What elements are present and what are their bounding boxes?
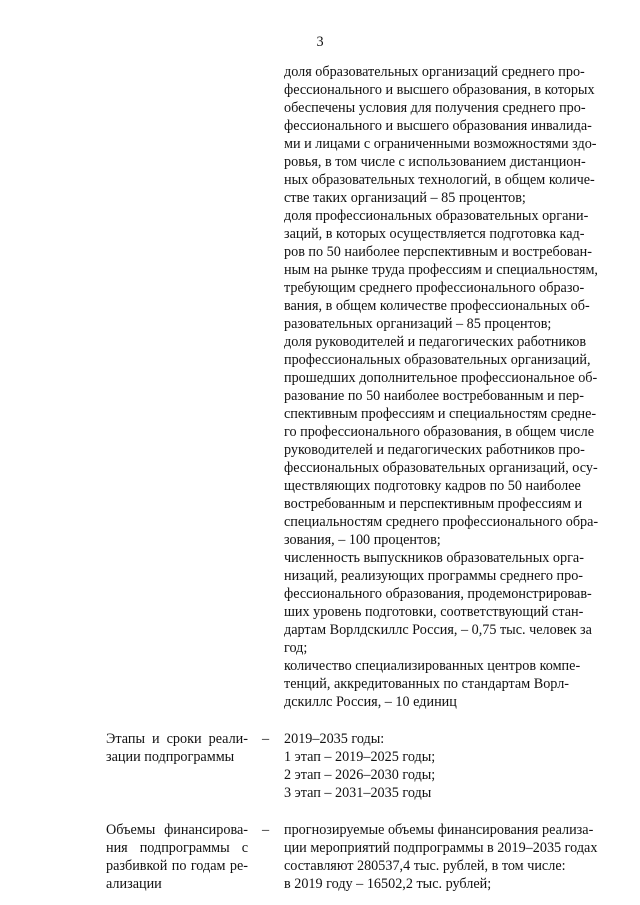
text-line: специальностям среднего профессионального обра- (284, 514, 599, 530)
text-line: ров по 50 наиболее перспективным и востребован- (284, 244, 592, 260)
text-line: дартам Ворлдскиллс Россия, – 0,75 тыс. человек за (284, 622, 592, 638)
text-line: фессионального и высшего образования инвалида- (284, 118, 592, 134)
text-line: разование по 50 наиболее востребованным и пер- (284, 388, 584, 404)
text-line: прошедших дополнительное профессиональное об- (284, 370, 598, 386)
text-line: Объемы финансирова- (106, 822, 248, 838)
text-line: 1 этап – 2019–2025 годы; (284, 749, 436, 765)
page-number: 3 (316, 34, 324, 50)
text-line: ния подпрограммы с (106, 840, 248, 856)
text-line: ровья, в том числе с использованием дистанцион- (284, 154, 586, 170)
text-line: разовательных организаций – 85 процентов; (284, 316, 552, 332)
text-line: фессиональных образовательных организаций, осу- (284, 460, 598, 476)
text-line: прогнозируемые объемы финансирования реализа- (284, 822, 594, 838)
text-line: численность выпускников образовательных орга- (284, 550, 584, 566)
text-line: спективным профессиям и специальностям средне- (284, 406, 597, 422)
text-line: 2019–2035 годы: (284, 731, 385, 747)
text-line: в 2019 году – 16502,2 тыс. рублей; (284, 876, 492, 892)
text-line: ществляющих подготовку кадров по 50 наиболее (284, 478, 581, 494)
text-line: дскиллс Россия, – 10 единиц (284, 694, 457, 710)
text-line: ми и лицами с ограниченными возможностями здо- (284, 136, 597, 152)
text-line: ным на рынке труда профессиям и специальностям, (284, 262, 598, 278)
text-line: требующим среднего профессионального образо- (284, 280, 585, 296)
text-line: низаций, реализующих программы среднего про- (284, 568, 584, 584)
text-line: профессиональных образовательных организаций, (284, 352, 591, 368)
text-line: 2 этап – 2026–2030 годы; (284, 767, 436, 783)
text-line: ции мероприятий подпрограммы в 2019–2035 годах (284, 840, 598, 856)
text-line: Этапы и сроки реали- (106, 731, 248, 747)
text-line: разбивкой по годам ре- (106, 858, 248, 874)
text-line: фессионального и высшего образования, в которых (284, 82, 595, 98)
text-line: обеспечены условия для получения среднего про- (284, 100, 586, 116)
text-line: тенций, аккредитованных по стандартам Ворл- (284, 676, 570, 692)
text-line: год; (284, 640, 308, 656)
text-line: доля образовательных организаций среднего про- (284, 64, 585, 80)
text-line: стве таких организаций – 85 процентов; (284, 190, 526, 206)
text-line: ных образовательных технологий, в общем количе- (284, 172, 595, 188)
text-line: составляют 280537,4 тыс. рублей, в том числе: (284, 858, 566, 874)
text-line: ализации (106, 876, 162, 892)
text-line: руководителей и педагогических работников про- (284, 442, 585, 458)
text-line: востребованным и перспективным профессиям и (284, 496, 583, 512)
row-dash: – (262, 731, 270, 747)
text-line: доля профессиональных образовательных органи- (284, 208, 589, 224)
row-dash: – (262, 822, 270, 838)
text-line: го профессионального образования, в общем числе (284, 424, 595, 440)
text-line: ших уровень подготовки, соответствующий стан- (284, 604, 584, 620)
text-line: заций, в которых осуществляется подготовка кад- (284, 226, 585, 242)
text-line: количество специализированных центров компе- (284, 658, 581, 674)
text-line: фессионального образования, продемонстрировав- (284, 586, 592, 602)
text-line: 3 этап – 2031–2035 годы (284, 785, 432, 801)
text-line: вания, в общем количестве профессиональных об- (284, 298, 590, 314)
text-line: зования, – 100 процентов; (284, 532, 441, 548)
text-line: зации подпрограммы (106, 749, 235, 765)
text-line: доля руководителей и педагогических работников (284, 334, 587, 350)
